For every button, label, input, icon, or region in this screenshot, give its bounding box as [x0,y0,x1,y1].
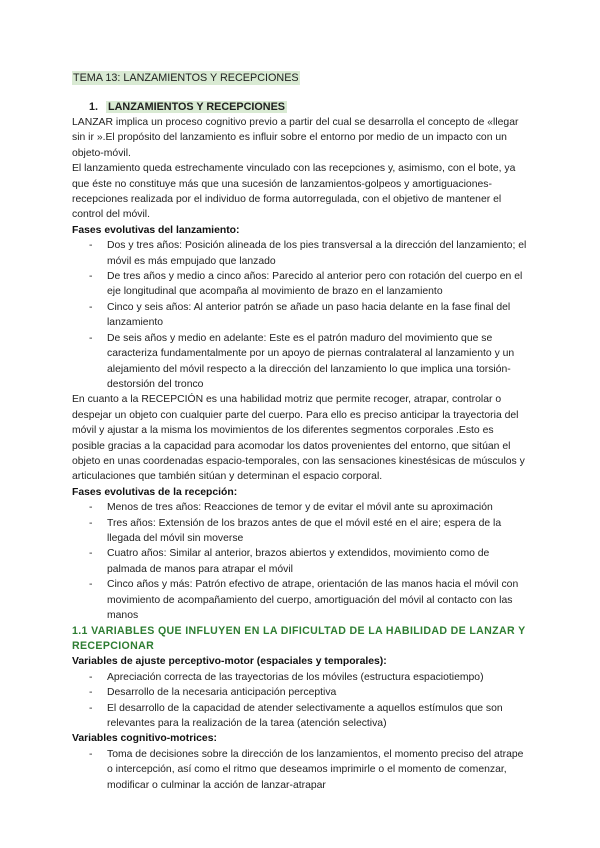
list-item: - Desarrollo de la necesaria anticipación perceptiva [107,685,528,700]
list-item: - Dos y tres años: Posición alineada de los pies transversal a la dirección del lanzamiento; el móvil es más empujado que lanzado [107,238,528,269]
cognitive-vars-list [72,747,528,793]
list-item: - Cuatro años: Similar al anterior, brazos abiertos y extendidos, movimiento como de palmada de manos para atrapar el móvil [107,546,528,577]
section-number: 1. [89,101,99,113]
reception-phases-list [72,500,528,623]
document-title: TEMA 13: LANZAMIENTOS Y RECEPCIONES [73,72,299,84]
list-item: - De seis años y medio en adelante: Este es el patrón maduro del movimiento que se caracteriza fundamentalmente por un apoyo de piernas contralateral al lanzamiento y un alejamiento del móvil respecto a la dirección del lanzamiento lo que implica una torsión-destorsión del tronco [107,331,528,393]
list-item: - El desarrollo de la capacidad de atender selectivamente a aquellos estímulos que son relevantes para la realización de la tarea (atención selectiva) [107,701,528,732]
intro-paragraph: LANZAR implica un proceso cognitivo previo a partir del cual se desarrolla el concepto de «llegar sin ir ».El propósito del lanzamiento es influir sobre el entorno por medio de un impacto con un objeto-móvil. [72,117,519,159]
intro-paragraph: El lanzamiento queda estrechamente vinculado con las recepciones y, asimismo, con el bote, ya que éste no constituye más que una sucesión de lanzamientos-golpeos y amortiguaciones-recepciones realizada por el individuo de forma autorregulada, con el objetivo de mantener el control del móvil. [72,163,516,221]
perceptive-vars-list [72,670,528,732]
cognitive-vars-label: Variables cognitivo-motrices: [72,733,217,745]
throw-phases-list [72,238,528,392]
list-item: - Cinco y seis años: Al anterior patrón se añade un paso hacia delante en la fase final del lanzamiento [107,300,528,331]
reception-phases-label: Fases evolutivas de la recepción: [72,486,238,498]
list-item: - Tres años: Extensión de los brazos antes de que el móvil esté en el aire; espera de la llegada del móvil sin moverse [107,516,528,547]
list-item: - De tres años y medio a cinco años: Parecido al anterior pero con rotación del cuerpo en el eje longitudinal que acompaña al movimiento de brazo en el lanzamiento [107,269,528,300]
list-item: - Apreciación correcta de las trayectorias de los móviles (estructura espaciotiempo) [107,670,528,685]
throw-phases-label: Fases evolutivas del lanzamiento: [72,224,240,236]
list-item: - Menos de tres años: Reacciones de temor y de evitar el móvil ante su aproximación [107,500,528,515]
subsection-heading: 1.1 VARIABLES QUE INFLUYEN EN LA DIFICULTAD DE LA HABILIDAD DE LANZAR Y RECEPCIONAR [72,625,526,653]
reception-paragraph: En cuanto a la RECEPCIÓN es una habilidad motriz que permite recoger, atrapar, controlar o despejar un objeto con cualquier parte del cuerpo. Para ello es preciso anticipar la trayectoria del móvil y ajustar a la misma los movimientos de los diferentes segmentos corporales .Esto es posible gracias a la capacidad para acomodar los datos provenientes del entorno, que sitúan el objeto en unas coordenadas espacio-temporales, con las sensaciones kinestésicas de músculos y articulaciones que también sitúan y determinan el espacio corporal. [72,394,525,483]
list-item: - Cinco años y más: Patrón efectivo de atrape, orientación de las manos hacia el móvil con movimiento de acompañamiento del cuerpo, amortiguación del móvil al contacto con las manos [107,577,528,623]
perceptive-vars-label: Variables de ajuste perceptivo-motor (espaciales y temporales): [72,656,387,668]
section-title: LANZAMIENTOS Y RECEPCIONES [108,101,285,113]
list-item: - Toma de decisiones sobre la dirección de los lanzamientos, el momento preciso del atrape o intercepción, así como el ritmo que deseamos imprimirle o el momento de comenzar, modificar o culminar la acción de lanzar-atrapar [107,747,528,793]
document-body [72,115,528,793]
section-heading [89,100,287,114]
